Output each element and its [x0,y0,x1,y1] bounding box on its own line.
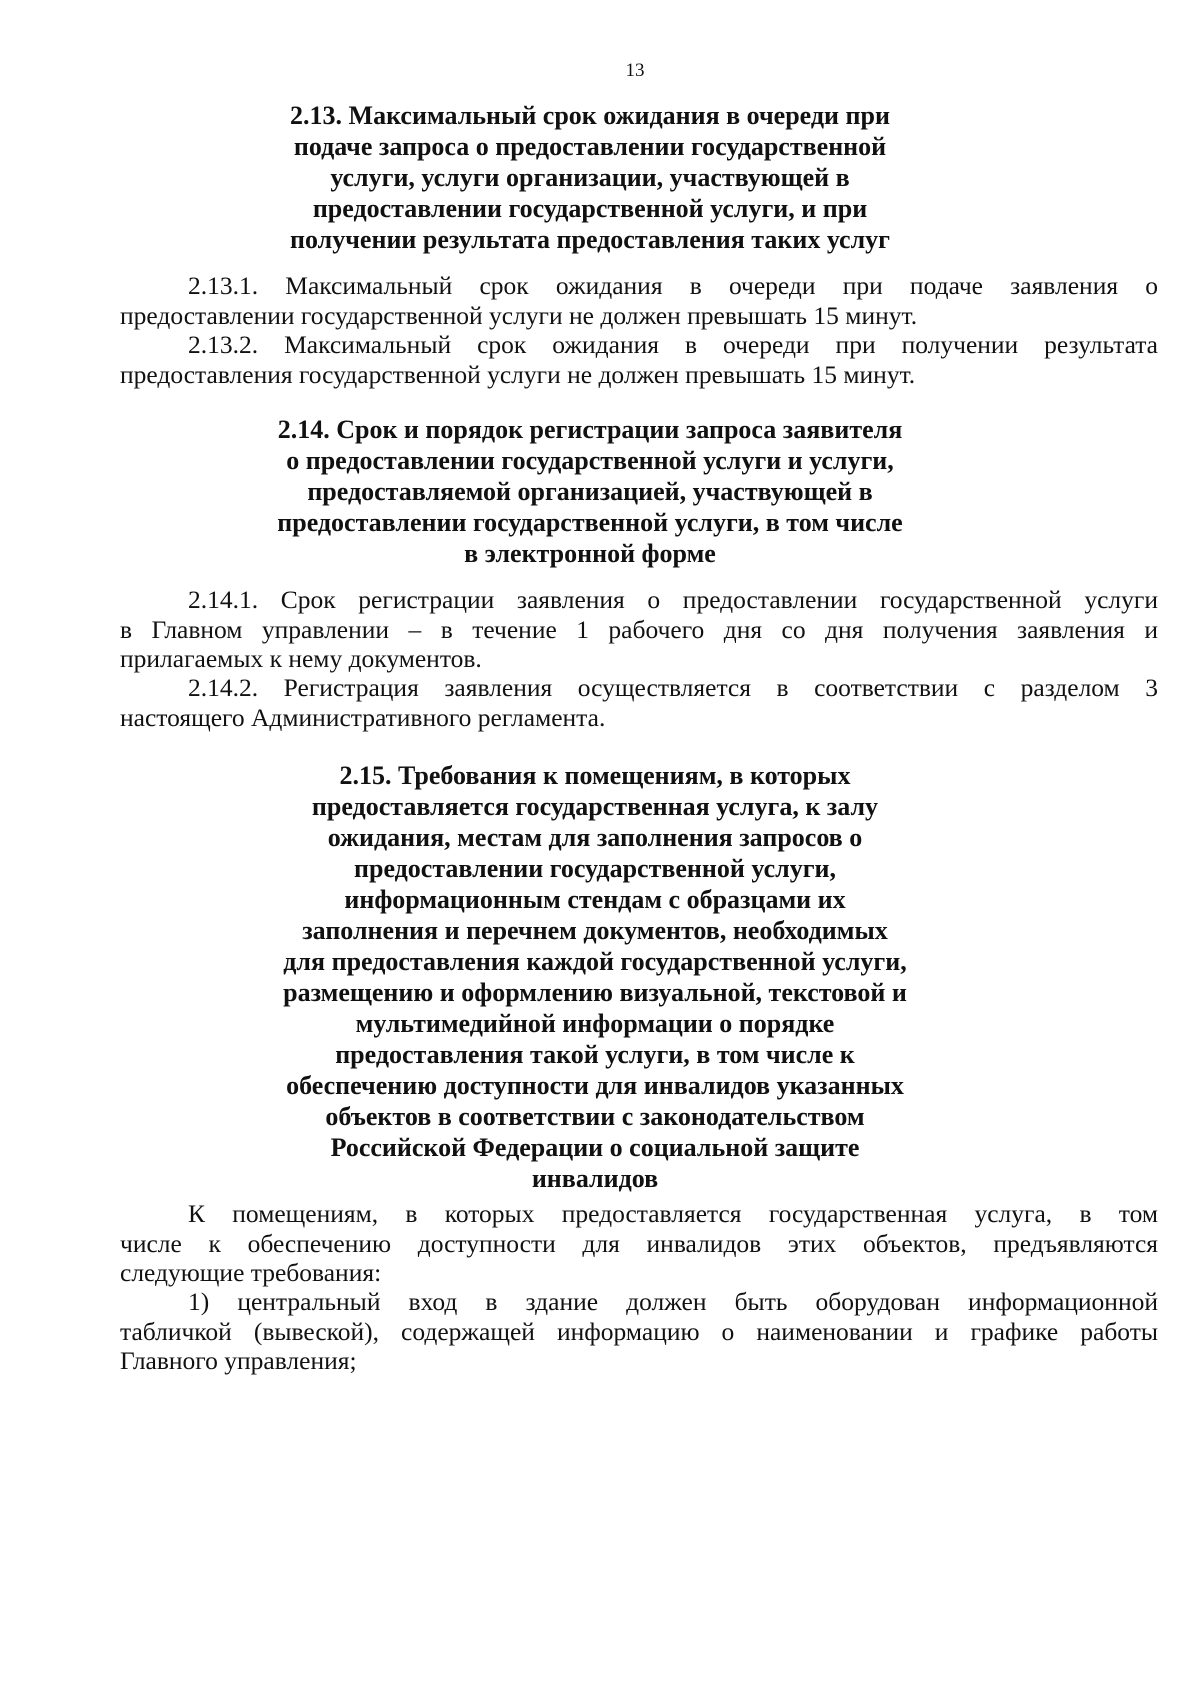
heading-line: 2.15. Требования к помещениям, в которых [339,761,851,790]
page-number: 13 [625,60,645,81]
paragraph-line: 2.14.2. Регистрация заявления осуществляется в соответствии с разделом 3 [188,673,1158,702]
heading-line: инвалидов [531,1164,659,1193]
paragraph-2-13-1 [120,271,1158,330]
paragraph-2-15-intro [120,1199,1158,1288]
heading-line: 2.14. Срок и порядок регистрации запроса заявителя [277,415,903,444]
paragraph-line: 2.14.1. Срок регистрации заявления о предоставлении государственной услуги [188,585,1158,614]
heading-line: о предоставлении государственной услуги и услуги, [286,446,894,475]
paragraph-2-13-2 [120,330,1158,389]
heading-line: предоставления такой услуги, в том числе к [335,1040,855,1069]
paragraph-line: 1) центральный вход в здание должен быть оборудован информационной [188,1287,1158,1316]
paragraph-line: Главного управления; [120,1346,357,1375]
heading-line: мультимедийной информации о порядке [355,1009,835,1038]
heading-line: Российской Федерации о социальной защите [330,1133,860,1162]
heading-line: подаче запроса о предоставлении государственной [293,132,887,161]
paragraph-2-14-2 [120,673,1158,732]
paragraph-2-14-1 [120,585,1158,674]
heading-line: услуги, услуги организации, участвующей в [330,163,850,192]
paragraph-line: настоящего Административного регламента. [120,702,606,732]
paragraph-line: табличкой (вывеской), содержащей информацию о наименовании и графике работы [120,1316,1158,1346]
paragraph-line: предоставлении государственной услуги не должен превышать 15 минут. [120,300,918,330]
heading-line: в электронной форме [464,539,716,568]
heading-line: предоставляется государственная услуга, к залу [311,792,879,821]
paragraph-line: числе к обеспечению доступности для инвалидов этих объектов, предъявляются [120,1228,1158,1258]
paragraph-line: следующие требования: [120,1258,382,1287]
section-2-13-heading [280,100,900,255]
section-2-15-heading [265,760,925,1194]
heading-line: предоставлении государственной услуги, [354,854,836,883]
heading-line: объектов в соответствии с законодательством [325,1102,865,1131]
paragraph-line: прилагаемых к нему документов. [120,644,482,673]
heading-line: предоставлении государственной услуги, в том числе [277,508,903,537]
heading-line: обеспечению доступности для инвалидов указанных [286,1071,904,1100]
heading-line: получении результата предоставления таких услуг [290,225,890,254]
paragraph-line: в Главном управлении – в течение 1 рабочего дня со дня получения заявления и [120,614,1158,644]
heading-line: ожидания, местам для заполнения запросов о [327,823,863,852]
heading-line: предоставлении государственной услуги, и при [312,194,868,223]
heading-line: предоставляемой организацией, участвующей в [307,477,873,506]
paragraph-line: К помещениям, в которых предоставляется государственная услуга, в том [188,1199,1158,1228]
heading-line: заполнения и перечнем документов, необходимых [302,916,888,945]
heading-line: размещению и оформлению визуальной, текстовой и [283,978,907,1007]
heading-line: 2.13. Максимальный срок ожидания в очереди при [290,101,890,130]
paragraph-line: 2.13.1. Максимальный срок ожидания в очереди при подаче заявления о [188,271,1158,300]
section-2-14-heading [260,414,920,569]
heading-line: для предоставления каждой государственной услуги, [283,947,907,976]
paragraph-2-15-item-1 [120,1287,1158,1376]
paragraph-line: 2.13.2. Максимальный срок ожидания в очереди при получении результата [188,330,1158,359]
paragraph-line: предоставления государственной услуги не должен превышать 15 минут. [120,359,916,389]
heading-line: информационным стендам с образцами их [344,885,846,914]
